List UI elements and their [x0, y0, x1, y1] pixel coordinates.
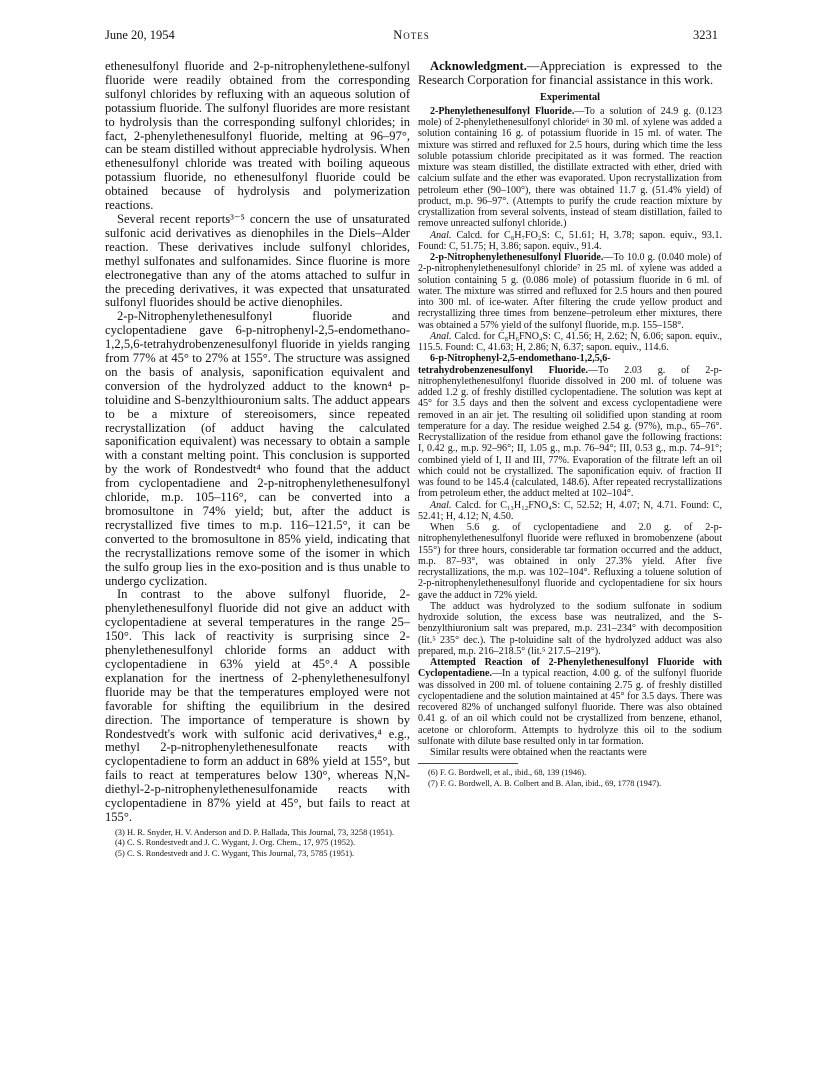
- analysis-text: Calcd. for C₈H₆FNO₄S: C, 41.56; H, 2.62; N, 6.06; sapon. equiv., 115.5. Found: C, 41.63; H, 2.86; N, 6.37; sapon. equiv., 114.6.: [418, 330, 722, 354]
- procedure-heading: Attempted Reaction of 2-Phenylethenesulfonyl Fluoride with Cyclopentadiene.: [418, 657, 722, 680]
- acknowledgment-heading: Acknowledgment.: [430, 59, 527, 73]
- analysis-label: Anal.: [430, 330, 452, 342]
- procedure-paragraph: When 5.6 g. of cyclopentadiene and 2.0 g. of 2-p-nitrophenylethenesulfonyl fluoride were refluxed in bromobenzene (about 155°) for three hours, considerable tar formation occurred and the adduct, m.p. 87–93°, was obtained in only 27.3% yield. After five recrystallizations, the m.p. was 102–104°. Refluxing a toluene solution of 2-p-nitrophenylethenesulfonyl fluoride and cyclopentadiene for six hours gave the adduct in 72% yield.: [418, 522, 722, 601]
- procedure-paragraph: Similar results were obtained when the reactants were: [430, 747, 647, 759]
- footnote: (7) F. G. Bordwell, A. B. Colbert and B. Alan, ibid., 69, 1778 (1947).: [428, 777, 662, 788]
- procedure-text: —To a solution of 24.9 g. (0.123 mole) of 2-phenylethenesulfonyl chloride⁶ in 30 ml. of xylene was added a solution containing 16 g. of potassium fluoride in 15 ml. of water. The mixture was stirred and refluxed for 2.5 hours, during which time the less soluble potassium chloride precipitated as it was formed. The reaction mixture was steam distilled, the distillate extracted with ether, dried with calcium sulfate and the ether was evaporated. Upon recrystallization from petroleum ether (90–100°), there was obtained 11.7 g. (51.4% yield) of product, m.p. 96–97°. (Attempts to purify the crude reaction mixture by crystallization from several solvents, instead of steam distillation, failed to remove unreacted sulfonyl chloride.): [418, 105, 722, 230]
- procedure-paragraph: [418, 106, 722, 230]
- procedure-paragraph: [418, 657, 722, 747]
- page-number: 3231: [693, 28, 718, 42]
- left-column: [105, 60, 410, 859]
- body-paragraph: 2-p-Nitrophenylethenesulfonyl fluoride and cyclopentadiene gave 6-p-nitrophenyl-2,5-endomethano-1,2,5,6-tetrahydrobenzenesulfonyl fluoride in yields ranging from 77% at 45° to 27% at 155°. The structure was assigned on the basis of analysis, saponification equivalent and conversion of the hydrolyzed adduct to the known⁴ p-toluidine and S-benzylthiouronium salts. The adduct appears to be a mixture of stereoisomers, since repeated recrystallization (of adduct having the calculated saponification equivalent) was necessary to obtain a sample with a constant melting point. This conclusion is supported by the work of Rondestvedt⁴ who found that the adduct from cyclopentadiene and 2-p-nitrophenylethenesulfonyl chloride, m.p. 105–116°, can be converted into a bromosultone in 74% yield; but, after the adduct is recrystallized five times to m.p. 116–121.5°, it can be converted to the bromosultone in 85% yield, indicating that the recrystallizations remove some of the isomer in which the sulfo group lies in the exo-position and is thus unable to undergo cyclization.: [105, 309, 410, 588]
- procedure-paragraph: [418, 252, 722, 331]
- analysis-text: Calcd. for C₈H₇FO₂S: C, 51.61; H, 3.78; sapon. equiv., 93.1. Found: C, 51.75; H, 3.86; sapon. equiv., 91.4.: [418, 229, 722, 252]
- section-title: Experimental: [539, 91, 601, 103]
- acknowledgment: [418, 60, 722, 88]
- footnote: (6) F. G. Bordwell, et al., ibid., 68, 139 (1946).: [428, 767, 587, 778]
- procedure-text: —In a typical reaction, 4.00 g. of the sulfonyl fluoride was dissolved in 200 ml. of toluene containing 2.75 g. of freshly distilled cyclopentadiene and the solution maintained at 45° for 3.5 days. There was recovered 82% of unchanged sulfonyl fluoride. There was also obtained 0.41 g. of an oil which could not be crystallized from benzene, ethanol, acetone or chloroform. Attempts to hydrolyze this oil to the sodium sulfonate with dilute base resulted only in tar formation.: [418, 668, 722, 747]
- procedure-heading: 6-p-Nitrophenyl-2,5-endomethano-1,2,5,6-tetrahydrobenzenesulfonyl Fluoride.: [418, 353, 611, 376]
- analysis-label: Anal.: [430, 229, 452, 241]
- body-paragraph: In contrast to the above sulfonyl fluoride, 2-phenylethenesulfonyl fluoride did not give an adduct with cyclopentadiene at several temperatures in the range 25–150°. This lack of reactivity is surprising since 2-phenylethenesulfonyl chloride forms an adduct with cyclopentadiene in 63% yield at 45°.⁴ A possible explanation for the inertness of 2-phenylethenesulfonyl fluoride may be that the temperatures employed were not favorable for shifting the equilibrium in the desired direction. The importance of temperature is shown by Rondestvedt's work with sulfonic acid derivatives,⁴ e.g., methyl 2-p-nitrophenylethenesulfonate reacts with cyclopentadiene to form an adduct in 68% yield at 155°, but fails to react at temperatures below 130°, whereas N,N-diethyl-2-p-nitrophenylethenesulfonamide reacts with cyclopentadiene in 87% yield at 45°, but fails to react at 155°.: [105, 587, 410, 824]
- footnote: (5) C. S. Rondestvedt and J. C. Wygant, This Journal, 73, 5785 (1951).: [115, 848, 355, 859]
- footnote-divider: [418, 763, 518, 764]
- body-paragraph: Several recent reports³⁻⁵ concern the use of unsaturated sulfonic acid derivatives as dienophiles in the Diels–Alder reaction. These derivatives include sulfonyl chlorides, methyl sulfonates and sulfonamides. Since fluorine is more electronegative than any of the atoms attached to sulfur in the preceding derivatives, it was expected that unsaturated sulfonyl fluorides should be active dienophiles.: [105, 211, 410, 310]
- procedure-paragraph: [418, 353, 722, 499]
- procedure-heading: 2-Phenylethenesulfonyl Fluoride.: [430, 105, 575, 117]
- procedure-text: —To 2.03 g. of 2-p-nitrophenylethenesulfonyl fluoride dissolved in 200 ml. of toluene was added 1.2 g. of freshly distilled cyclopentadiene. The solution was kept at 45° for 3.5 days and then the solvent and excess cyclopentadiene were removed in an air jet. The resulting oil solidified upon standing at room temperature for a day. The residue weighed 2.54 g. (97%), m.p., 65–76°. Recrystallization of the residue from ethanol gave the following fractions: I, 0.42 g., m.p. 92–96°; II, 1.05 g., m.p. 76–94°; III, 0.53 g., m.p. 74–91°; combined yield of I, II and III, 77%. Evaporation of the filtrate left an oil which could not be crystallized. The saponification equiv. of fraction II was found to be 145.4 (calculated, 148.6). After repeated recrystallizations from petroleum ether, the adduct melted at 102–104°.: [418, 364, 722, 500]
- right-column: [418, 60, 722, 789]
- procedure-heading: 2-p-Nitrophenylethenesulfonyl Fluoride.: [430, 252, 604, 264]
- footnote: (3) H. R. Snyder, H. V. Anderson and D. P. Hallada, This Journal, 73, 3258 (1951).: [115, 826, 395, 837]
- analysis-label: Anal.: [430, 499, 452, 511]
- procedure-paragraph: The adduct was hydrolyzed to the sodium sulfonate in sodium hydroxide solution, the excess base was neutralized, and the S-benzylthiuronium salt was prepared, m.p. 231–234° with decomposition (lit.⁵ 235° dec.). The p-toluidine salt of the hydrolyzed adduct was also prepared, m.p. 216–218.5° (lit.⁵ 217.5–219°).: [418, 600, 722, 657]
- acknowledgment-text: —Appreciation is expressed to the Research Corporation for financial assistance in this work.: [418, 59, 722, 87]
- footnote: (4) C. S. Rondestvedt and J. C. Wygant, J. Org. Chem., 17, 975 (1952).: [115, 837, 356, 848]
- running-title: Notes: [393, 28, 430, 42]
- analysis-paragraph: [418, 331, 722, 354]
- analysis-text: Calcd. for C₁₃H₁₂FNO₄S: C, 52.52; H, 4.07; N, 4.71. Found: C, 52.41; H, 4.12; N, 4.50.: [418, 499, 722, 522]
- page-header: [105, 28, 718, 44]
- analysis-paragraph: [418, 500, 722, 523]
- issue-date: June 20, 1954: [105, 28, 175, 42]
- procedure-text: —To 10.0 g. (0.040 mole) of 2-p-nitrophenylethenesulfonyl chloride⁷ in 25 ml. of xylene was added a solution containing 5 g. (0.086 mole) of potassium fluoride in 6 ml. of water. The mixture was stirred and refluxed for 2.5 hours and then poured into 300 ml. of ice-water. After filtering the crude yellow product and recrystallizing three times from benzene–petroleum ether mixtures, there was obtained a 57% yield of the sulfonyl fluoride, m.p. 155–158°.: [418, 252, 722, 331]
- body-paragraph: ethenesulfonyl fluoride and 2-p-nitrophenylethene-sulfonyl fluoride were readily obtained from the corresponding sulfonyl chlorides by refluxing with an aqueous solution of potassium fluoride. The sulfonyl fluorides are more resistant to hydrolysis than the corresponding sulfonyl chlorides; in fact, 2-phenylethenesulfonyl fluoride, melting at 96–97°, can be steam distilled without appreciable hydrolysis. When ethenesulfonyl chloride was treated with boiling aqueous potassium fluoride, no ethenesulfonyl fluoride could be obtained because of hydrolysis and polymerization reactions.: [105, 59, 410, 213]
- analysis-paragraph: [418, 230, 722, 253]
